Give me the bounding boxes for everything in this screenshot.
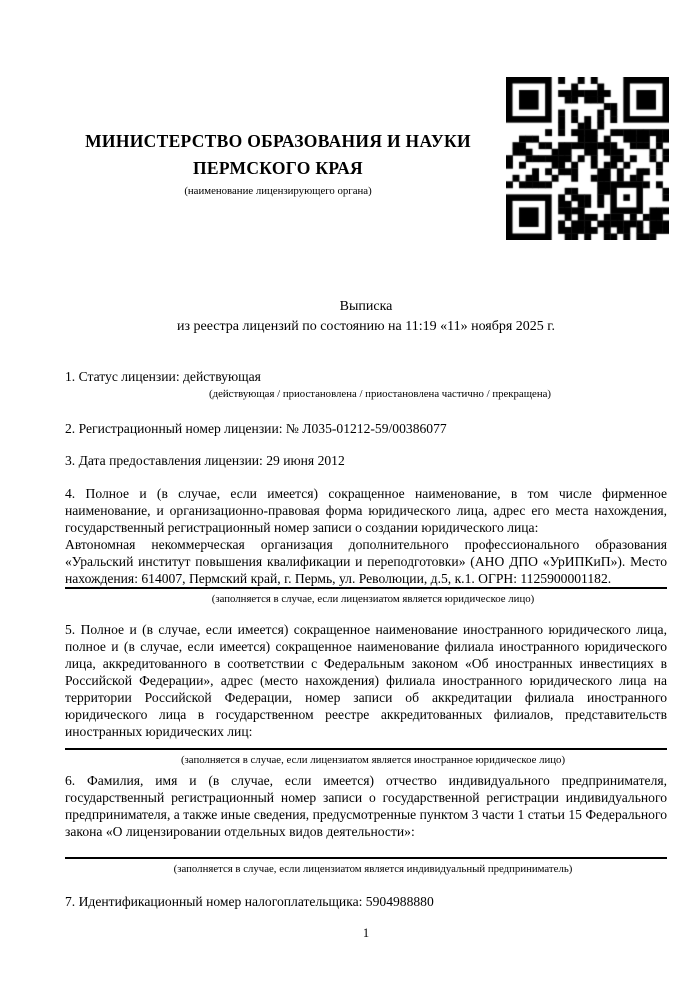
item-5-text: 5. Полное и (в случае, если имеется) сокращенное наименование иностранного юридического лица, полное и (в случае, если имеется) сокращенное наименование филиала иностранного юридического лица, аккредитованного в соответствии с Федеральным законом «Об иностранных инвестициях в Российской Федерации», адрес (место нахождения) филиала иностранного юридического лица на территории Российской Федерации, номер записи об аккредитации филиала иностранного юридического лица в государственном реестре аккредитованных филиалов, представительств иностранных юридических лиц: xyxy=(65,622,667,739)
item-5-caption: (заполняется в случае, если лицензиатом является иностранное юридическое лицо) xyxy=(180,754,566,766)
item-6-fill-line xyxy=(65,857,667,859)
ministry-caption: (наименование лицензирующего органа) xyxy=(184,185,372,197)
item-4-caption: (заполняется в случае, если лицензиатом является юридическое лицо) xyxy=(211,593,535,605)
item-6-entrepreneur-block xyxy=(65,772,667,876)
item-4-legal-entity-block xyxy=(65,485,667,606)
page-number: 1 xyxy=(362,926,370,940)
document-subtitle: из реестра лицензий по состоянию на 11:19 «11» ноября 2025 г. xyxy=(177,319,555,334)
item-1-caption: (действующая / приостановлена / приостановлена частично / прекращена) xyxy=(209,388,551,400)
document-title-block xyxy=(65,297,667,337)
licensing-authority-header xyxy=(62,128,494,198)
ministry-name-line1: МИНИСТЕРСТВО ОБРАЗОВАНИЯ И НАУКИ xyxy=(85,131,471,151)
item-4-text: 4. Полное и (в случае, если имеется) сокращенное наименование, в том числе фирменное наименование, и организационно-правовая форма юридического лица, адрес его места нахождения, государственный регистрационный номер записи о создании юридического лица: xyxy=(65,486,667,535)
item-3-grant-date: 3. Дата предоставления лицензии: 29 июня 2012 xyxy=(65,453,345,468)
item-2-registration-number: 2. Регистрационный номер лицензии: № Л035-01212-59/00386077 xyxy=(65,421,447,436)
item-4-fill-line xyxy=(65,587,667,589)
qr-code xyxy=(506,77,669,240)
item-4-value: Автономная некоммерческая организация дополнительного профессионального образования «Уральский институт повышения квалификации и переподготовки» (АНО ДПО «УрИПКиП»). Место нахождения: 614007, Пермский край, г. Пермь, ул. Революции, д.5, к.1. ОГРН: 1125900001182. xyxy=(65,537,667,586)
document-title: Выписка xyxy=(339,299,393,314)
item-7-taxpayer-number: 7. Идентификационный номер налогоплательщика: 5904988880 xyxy=(65,894,434,909)
item-5-fill-line xyxy=(65,748,667,750)
item-5-blank-value xyxy=(65,740,667,748)
item-6-blank-value xyxy=(65,840,667,857)
item-6-text: 6. Фамилия, имя и (в случае, если имеется) отчество индивидуального предпринимателя, государственный регистрационный номер записи о государственной регистрации индивидуального предпринимателя, а также иные сведения, предусмотренные пунктом 3 части 1 статьи 15 Федерального закона «О лицензировании отдельных видов деятельности»: xyxy=(65,773,667,839)
item-6-caption: (заполняется в случае, если лицензиатом является индивидуальный предприниматель) xyxy=(173,863,573,875)
item-1-license-status: 1. Статус лицензии: действующая xyxy=(65,369,261,384)
item-5-foreign-entity-block xyxy=(65,621,667,767)
ministry-name-line2: ПЕРМСКОГО КРАЯ xyxy=(193,158,363,178)
